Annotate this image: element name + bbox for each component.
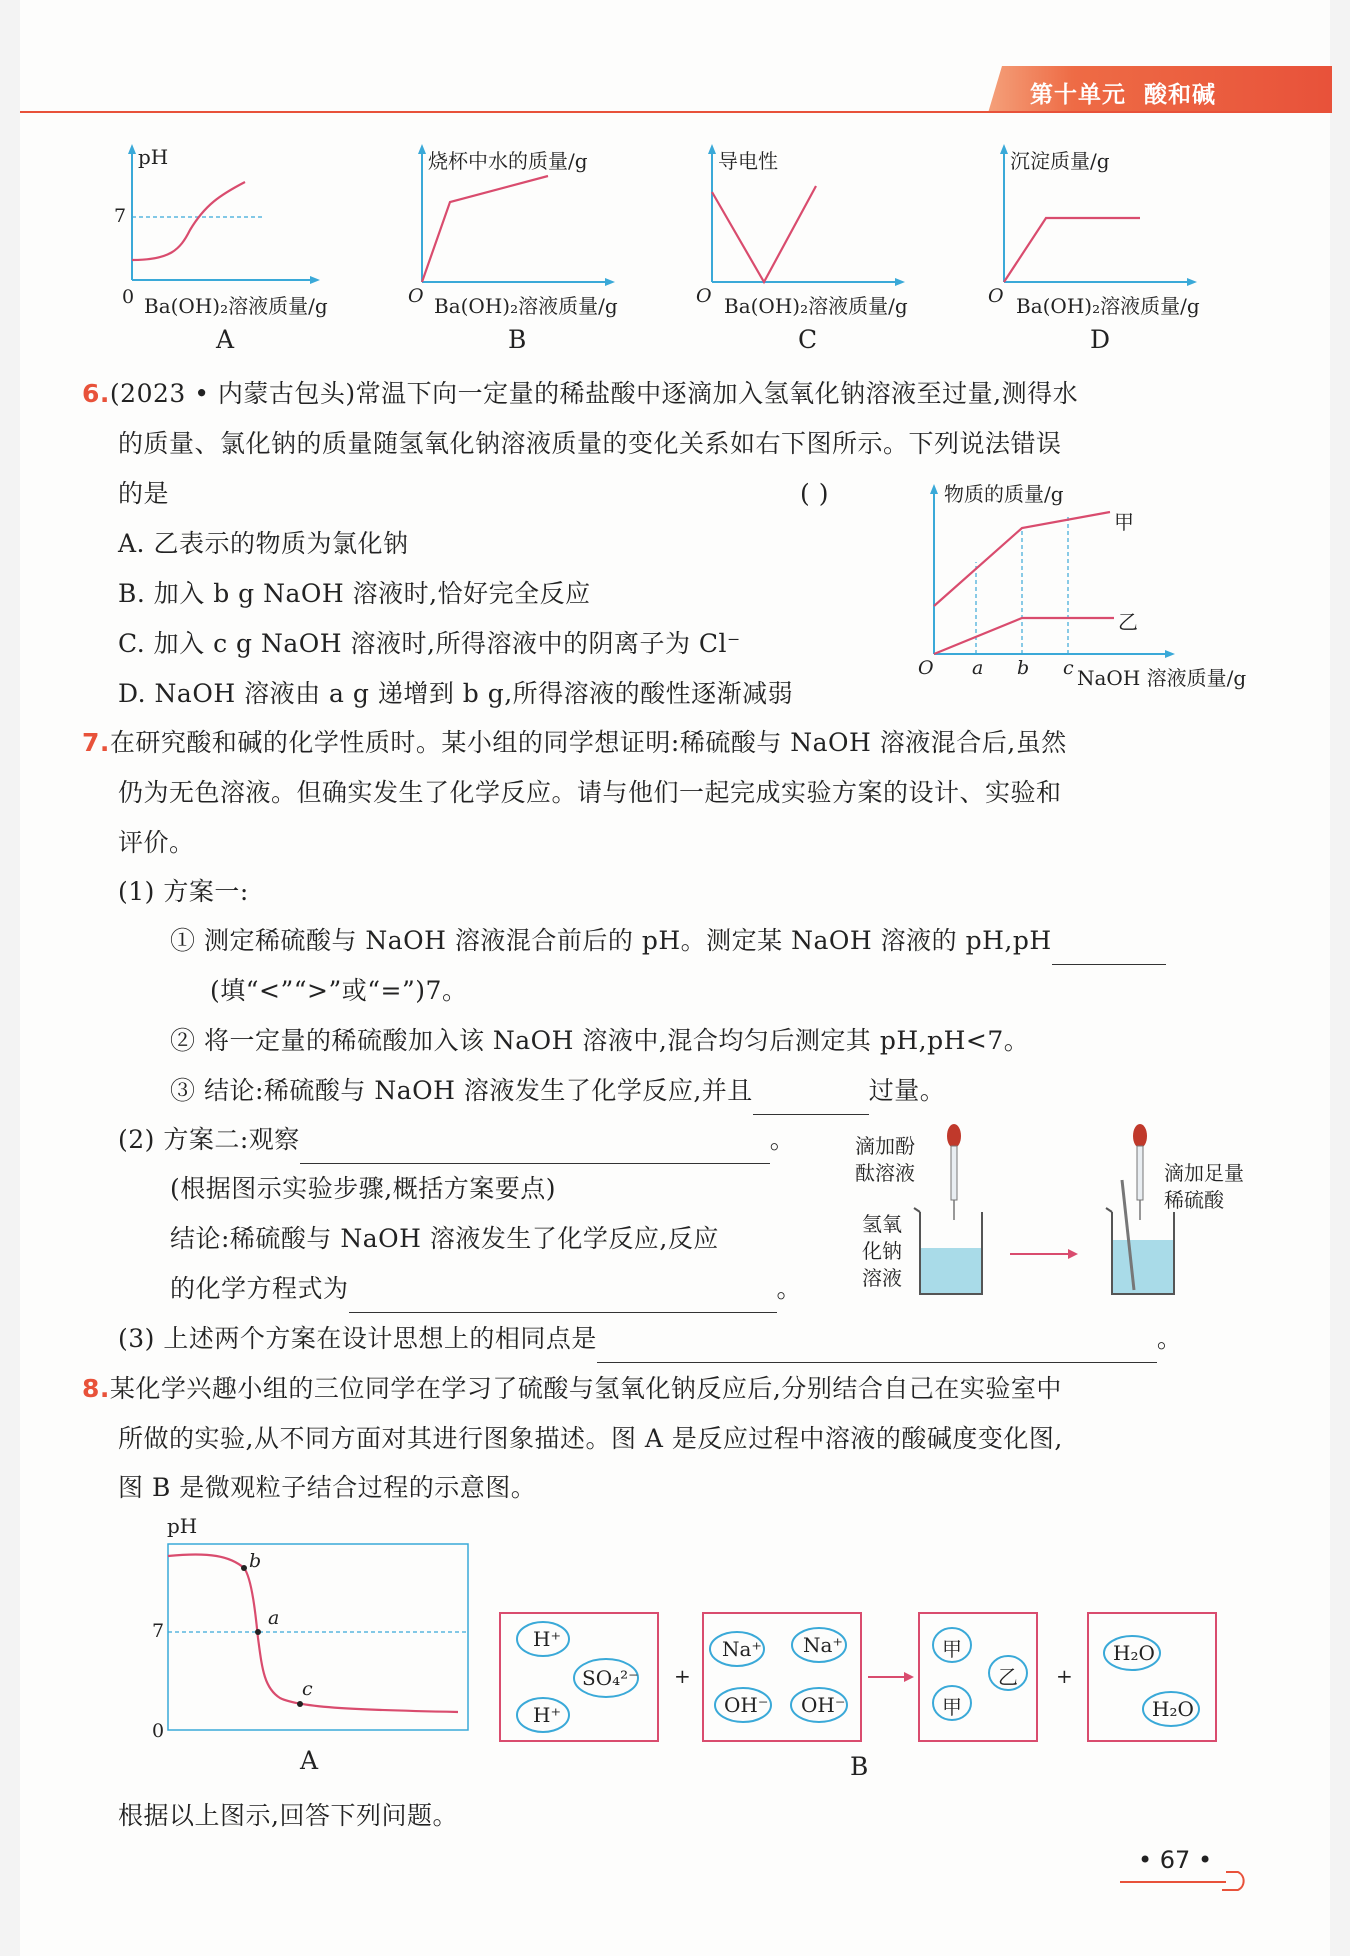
q7-p1-step2: ② 将一定量的稀硫酸加入该 NaOH 溶液中,混合均匀后测定其 pH,pH<7。 bbox=[170, 1026, 1030, 1055]
q6-option-c: C. 加入 c g NaOH 溶液时,所得溶液中的阴离子为 Cl⁻ bbox=[118, 629, 741, 658]
q6-graph-series2: 乙 bbox=[1118, 610, 1138, 634]
header-title: 第十单元 酸和碱 bbox=[1030, 82, 1217, 108]
q7-blank-equation[interactable] bbox=[349, 1282, 777, 1313]
q8a-point-c: c bbox=[302, 1678, 313, 1700]
q7-line1: 7.在研究酸和碱的化学性质时。某小组的同学想证明:稀硫酸与 NaOH 溶液混合后,虽然 bbox=[82, 728, 1067, 757]
q6-graph-origin: O bbox=[918, 657, 934, 679]
q7-blank-same[interactable] bbox=[597, 1332, 1157, 1363]
b2-ion-na2: Na⁺ bbox=[803, 1633, 843, 1657]
q8-line3: 图 B 是微观粒子结合过程的示意图。 bbox=[118, 1473, 537, 1502]
q5d-ylabel: 沉淀质量/g bbox=[1010, 149, 1110, 173]
q7-blank-excess[interactable] bbox=[753, 1084, 869, 1115]
q6-option-b: B. 加入 b g NaOH 溶液时,恰好完全反应 bbox=[118, 579, 591, 608]
q6-option-a: A. 乙表示的物质为氯化钠 bbox=[118, 529, 409, 558]
q5a-xlabel: Ba(OH)₂溶液质量/g bbox=[144, 294, 328, 318]
q6-graph-b: b bbox=[1017, 657, 1030, 679]
fig-naoh3: 溶液 bbox=[862, 1266, 902, 1290]
header-rule bbox=[20, 111, 1332, 113]
q5a-ylabel: pH bbox=[138, 145, 169, 169]
q5b-origin: O bbox=[408, 285, 424, 307]
b1-ion-so4: SO₄²⁻ bbox=[582, 1666, 639, 1690]
q7-blank-observe[interactable] bbox=[300, 1133, 770, 1164]
b3-jia1: 甲 bbox=[942, 1637, 962, 1661]
q5d-caption: D bbox=[1090, 325, 1111, 354]
page-number-underline bbox=[1118, 1868, 1250, 1892]
b1-ion-h2: H⁺ bbox=[533, 1703, 561, 1727]
q8a-ylabel: pH bbox=[167, 1514, 198, 1538]
q6-graph-a: a bbox=[972, 657, 984, 679]
q6-line2: 的质量、氯化钠的质量随氢氧化钠溶液质量的变化关系如右下图所示。下列说法错误 bbox=[118, 429, 1062, 458]
b2-ion-oh1: OH⁻ bbox=[724, 1693, 769, 1717]
b2-ion-na1: Na⁺ bbox=[722, 1637, 762, 1661]
b4-water1: H₂O bbox=[1113, 1641, 1155, 1665]
q6-option-d: D. NaOH 溶液由 a g 递增到 b g,所得溶液的酸性逐渐减弱 bbox=[118, 679, 794, 708]
q5d-xlabel: Ba(OH)₂溶液质量/g bbox=[1016, 294, 1200, 318]
fig-drop2b: 稀硫酸 bbox=[1164, 1188, 1224, 1212]
q8a-ytick0: 0 bbox=[152, 1720, 165, 1742]
q6-number: 6. bbox=[82, 379, 110, 408]
q8-graph-a bbox=[160, 1538, 480, 1738]
b2-ion-oh2: OH⁻ bbox=[801, 1693, 846, 1717]
q8-line2: 所做的实验,从不同方面对其进行图象描述。图 A 是反应过程中溶液的酸碱度变化图, bbox=[118, 1424, 1063, 1453]
q6-graph-xlabel: NaOH 溶液质量/g bbox=[1077, 666, 1247, 690]
q8a-point-a: a bbox=[268, 1607, 280, 1629]
q8a-ytick7: 7 bbox=[152, 1620, 165, 1642]
q7-number: 7. bbox=[82, 728, 110, 757]
q7-p2-line2: (根据图示实验步骤,概括方案要点) bbox=[170, 1174, 556, 1203]
b4-water2: H₂O bbox=[1152, 1697, 1194, 1721]
q6-line3: 的是 bbox=[118, 479, 170, 508]
q7-line2: 仍为无色溶液。但确实发生了化学反应。请与他们一起完成实验方案的设计、实验和 bbox=[118, 778, 1062, 807]
page-number: • 67 • bbox=[1138, 1846, 1213, 1874]
q7-p2-line4: 的化学方程式为 。 bbox=[170, 1264, 802, 1313]
q7-p1-step3: ③ 结论:稀硫酸与 NaOH 溶液发生了化学反应,并且 过量。 bbox=[170, 1066, 945, 1115]
q7-p2-line1: (2) 方案二:观察 。 bbox=[118, 1115, 795, 1164]
q6-graph-series1: 甲 bbox=[1114, 510, 1134, 534]
fig-naoh2: 化钠 bbox=[862, 1239, 902, 1263]
q8-after: 根据以上图示,回答下列问题。 bbox=[118, 1801, 458, 1830]
q8b-caption: B bbox=[850, 1752, 869, 1781]
fig-drop1: 滴加酚 bbox=[855, 1134, 915, 1158]
q8a-point-b: b bbox=[249, 1550, 262, 1572]
q7-p1-title: (1) 方案一: bbox=[118, 877, 249, 906]
q7-p3: (3) 上述两个方案在设计思想上的相同点是 。 bbox=[118, 1314, 1182, 1363]
q6-graph bbox=[920, 478, 1180, 678]
q5b-caption: B bbox=[508, 325, 527, 354]
b3-jia2: 甲 bbox=[942, 1695, 962, 1719]
fig-drop2: 滴加足量 bbox=[1164, 1161, 1244, 1185]
q6-line1: 6.(2023 • 内蒙古包头)常温下向一定量的稀盐酸中逐滴加入氢氧化钠溶液至过量,测得水 bbox=[82, 379, 1079, 408]
q8-number: 8. bbox=[82, 1374, 110, 1403]
q5b-ylabel: 烧杯中水的质量/g bbox=[428, 149, 588, 173]
q5c-ylabel: 导电性 bbox=[718, 149, 778, 173]
b1-ion-h1: H⁺ bbox=[533, 1627, 561, 1651]
q6-answer-paren: ( ) bbox=[800, 479, 829, 508]
q5a-ytick: 7 bbox=[114, 205, 127, 227]
q5b-xlabel: Ba(OH)₂溶液质量/g bbox=[434, 294, 618, 318]
q5a-caption: A bbox=[216, 325, 235, 354]
b-plus2: + bbox=[1056, 1664, 1073, 1688]
q5d-origin: O bbox=[988, 285, 1004, 307]
q7-p1-step1: ① 测定稀硫酸与 NaOH 溶液混合前后的 pH。测定某 NaOH 溶液的 pH,pH bbox=[170, 916, 1166, 965]
q8-line1: 8.某化学兴趣小组的三位同学在学习了硫酸与氢氧化钠反应后,分别结合自己在实验室中 bbox=[82, 1374, 1062, 1403]
q7-experiment-figure bbox=[900, 1120, 1200, 1300]
q8a-caption: A bbox=[300, 1746, 319, 1775]
fig-naoh1: 氢氧 bbox=[862, 1212, 902, 1236]
q7-p1-step1b: (填“<”“>”或“=”)7。 bbox=[210, 976, 468, 1005]
q5c-xlabel: Ba(OH)₂溶液质量/g bbox=[724, 294, 908, 318]
q7-blank-ph[interactable] bbox=[1052, 934, 1166, 965]
q5c-origin: O bbox=[696, 285, 712, 307]
b3-yi: 乙 bbox=[998, 1665, 1018, 1689]
q7-line3: 评价。 bbox=[118, 828, 195, 857]
b-plus1: + bbox=[674, 1664, 691, 1688]
q5c-caption: C bbox=[798, 325, 818, 354]
q6-graph-ylabel: 物质的质量/g bbox=[944, 482, 1064, 506]
q7-p2-line3: 结论:稀硫酸与 NaOH 溶液发生了化学反应,反应 bbox=[170, 1224, 719, 1253]
q6-graph-c: c bbox=[1063, 657, 1074, 679]
fig-drop1b: 酞溶液 bbox=[855, 1161, 915, 1185]
q5a-origin: 0 bbox=[122, 286, 135, 308]
